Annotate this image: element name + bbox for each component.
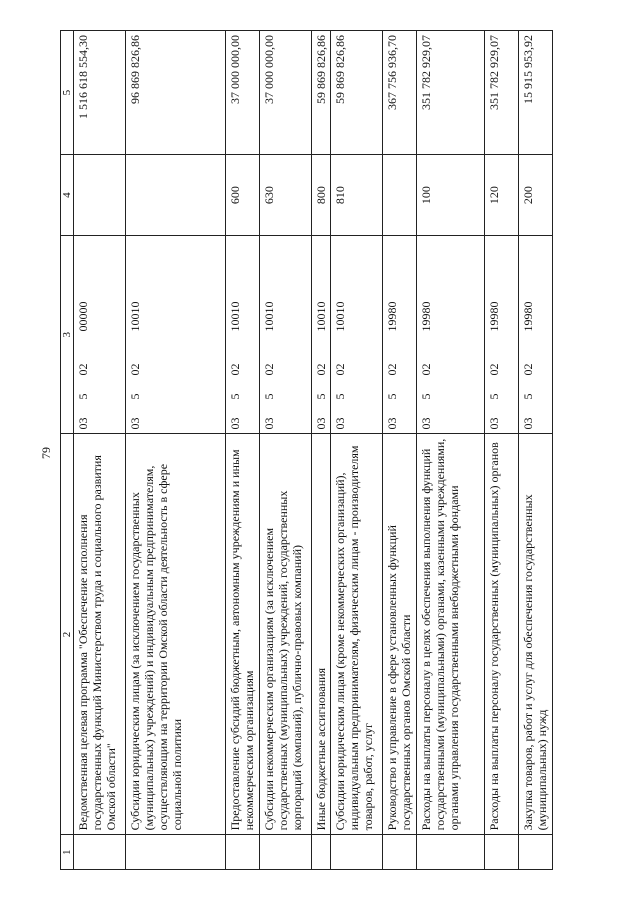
- code-part: 03: [128, 417, 142, 430]
- cell-expense-kind: 100: [417, 155, 485, 236]
- code-part: 02: [419, 363, 433, 376]
- code-part: 5: [228, 393, 242, 400]
- cell-code: [417, 235, 485, 434]
- code-part: 19980: [419, 301, 433, 332]
- table-row: [126, 31, 226, 870]
- code-part: 02: [385, 363, 399, 376]
- cell-expense-kind: [74, 155, 126, 236]
- code-part: 5: [419, 393, 433, 400]
- cell-expense-kind: 810: [331, 155, 383, 236]
- cell-amount: 59 869 826,86: [312, 31, 331, 155]
- code-part: 03: [521, 417, 535, 430]
- code-part: 10010: [333, 301, 347, 332]
- classification-code: [228, 302, 242, 430]
- cell-name: Иные бюджетные ассигнования: [312, 434, 331, 835]
- code-part: 5: [76, 393, 90, 400]
- cell-name: Расходы на выплаты персоналу в целях обеспечения выполнения функций государственными (муниципальными) органами, казенными учреждениями, органами управления государственными внебюджетными фондами: [417, 434, 485, 835]
- cell-name: Руководство и управление в сфере установленных функций государственных органов Омской области: [383, 434, 417, 835]
- table-row: [519, 31, 553, 870]
- cell-code: [383, 235, 417, 434]
- code-part: 5: [262, 393, 276, 400]
- cell-expense-kind: [383, 155, 417, 236]
- code-part: 02: [76, 363, 90, 376]
- cell-expense-kind: [126, 155, 226, 236]
- cell-expense-kind: 630: [260, 155, 312, 236]
- code-part: 02: [487, 363, 501, 376]
- column-number-4: 4: [61, 155, 74, 236]
- classification-code: [128, 302, 142, 430]
- cell-code: [260, 235, 312, 434]
- code-part: 19980: [385, 301, 399, 332]
- code-part: 03: [487, 417, 501, 430]
- code-part: 03: [419, 417, 433, 430]
- code-part: 00000: [76, 301, 90, 332]
- classification-code: [385, 302, 399, 430]
- code-part: 10010: [314, 301, 328, 332]
- cell-col1: [226, 835, 260, 870]
- column-number-5: 5: [61, 31, 74, 155]
- cell-code: [126, 235, 226, 434]
- column-number-row: [61, 31, 74, 870]
- cell-amount: 37 000 000,00: [226, 31, 260, 155]
- table-row: [383, 31, 417, 870]
- classification-code: [487, 302, 501, 430]
- page-number: 79: [39, 447, 53, 459]
- table-row: [74, 31, 126, 870]
- cell-name: Субсидии юридическим лицам (за исключением государственных (муниципальных) учреждений) и индивидуальным предпринимателям, осуществляющим на территории Омской области деятельность в сфере социальной политики: [126, 434, 226, 835]
- cell-col1: [260, 835, 312, 870]
- code-part: 02: [333, 363, 347, 376]
- rotated-table-wrapper: [60, 30, 600, 870]
- column-number-1: 1: [61, 835, 74, 870]
- cell-code: [312, 235, 331, 434]
- code-part: 5: [385, 393, 399, 400]
- code-part: 5: [521, 393, 535, 400]
- cell-col1: [74, 835, 126, 870]
- code-part: 5: [314, 393, 328, 400]
- cell-name: Предоставление субсидий бюджетным, автономным учреждениям и иным некоммерческим организациям: [226, 434, 260, 835]
- cell-col1: [383, 835, 417, 870]
- code-part: 19980: [521, 301, 535, 332]
- cell-code: [331, 235, 383, 434]
- cell-col1: [417, 835, 485, 870]
- table-row: [331, 31, 383, 870]
- code-part: 02: [314, 363, 328, 376]
- code-part: 03: [262, 417, 276, 430]
- budget-table-body: [61, 31, 553, 870]
- classification-code: [419, 302, 433, 430]
- cell-name: Ведомственная целевая программа "Обеспечение исполнения государственных функций Министерством труда и социального развития Омской области": [74, 434, 126, 835]
- cell-name: Расходы на выплаты персоналу государственных (муниципальных) органов: [485, 434, 519, 835]
- code-part: 03: [333, 417, 347, 430]
- cell-col1: [519, 835, 553, 870]
- cell-col1: [312, 835, 331, 870]
- cell-col1: [485, 835, 519, 870]
- table-row: [226, 31, 260, 870]
- cell-amount: 15 915 953,92: [519, 31, 553, 155]
- code-part: 10010: [262, 301, 276, 332]
- code-part: 5: [487, 393, 501, 400]
- cell-expense-kind: 600: [226, 155, 260, 236]
- column-number-3: 3: [61, 235, 74, 434]
- cell-amount: 96 869 826,86: [126, 31, 226, 155]
- code-part: 10010: [128, 301, 142, 332]
- code-part: 5: [333, 393, 347, 400]
- code-part: 19980: [487, 301, 501, 332]
- code-part: 02: [128, 363, 142, 376]
- cell-code: [74, 235, 126, 434]
- cell-expense-kind: 120: [485, 155, 519, 236]
- cell-expense-kind: 800: [312, 155, 331, 236]
- cell-amount: 351 782 929,07: [485, 31, 519, 155]
- table-row: [260, 31, 312, 870]
- code-part: 03: [314, 417, 328, 430]
- cell-amount: 367 756 936,70: [383, 31, 417, 155]
- code-part: 03: [228, 417, 242, 430]
- column-number-2: 2: [61, 434, 74, 835]
- code-part: 02: [521, 363, 535, 376]
- table-row: [417, 31, 485, 870]
- code-part: 03: [76, 417, 90, 430]
- budget-table: [60, 30, 553, 870]
- cell-code: [485, 235, 519, 434]
- code-part: 10010: [228, 301, 242, 332]
- cell-expense-kind: 200: [519, 155, 553, 236]
- cell-col1: [331, 835, 383, 870]
- cell-col1: [126, 835, 226, 870]
- cell-name: Субсидии юридическим лицам (кроме некоммерческих организаций), индивидуальным предпринимателям, физическим лицам - производителям товаров, работ, услуг: [331, 434, 383, 835]
- cell-name: Закупка товаров, работ и услуг для обеспечения государственных (муниципальных) нужд: [519, 434, 553, 835]
- table-row: [312, 31, 331, 870]
- code-part: 03: [385, 417, 399, 430]
- classification-code: [333, 302, 347, 430]
- cell-amount: 1 516 618 554,30: [74, 31, 126, 155]
- cell-amount: 59 869 826,86: [331, 31, 383, 155]
- code-part: 5: [128, 393, 142, 400]
- cell-amount: 351 782 929,07: [417, 31, 485, 155]
- table-row: [485, 31, 519, 870]
- cell-name: Субсидии некоммерческим организациям (за исключением государственных (муниципальных) учреждений, государственных корпораций (компаний), публично-правовых компаний): [260, 434, 312, 835]
- classification-code: [521, 302, 535, 430]
- code-part: 02: [262, 363, 276, 376]
- classification-code: [262, 302, 276, 430]
- cell-code: [519, 235, 553, 434]
- classification-code: [314, 302, 328, 430]
- cell-amount: 37 000 000,00: [260, 31, 312, 155]
- cell-code: [226, 235, 260, 434]
- code-part: 02: [228, 363, 242, 376]
- classification-code: [76, 302, 90, 430]
